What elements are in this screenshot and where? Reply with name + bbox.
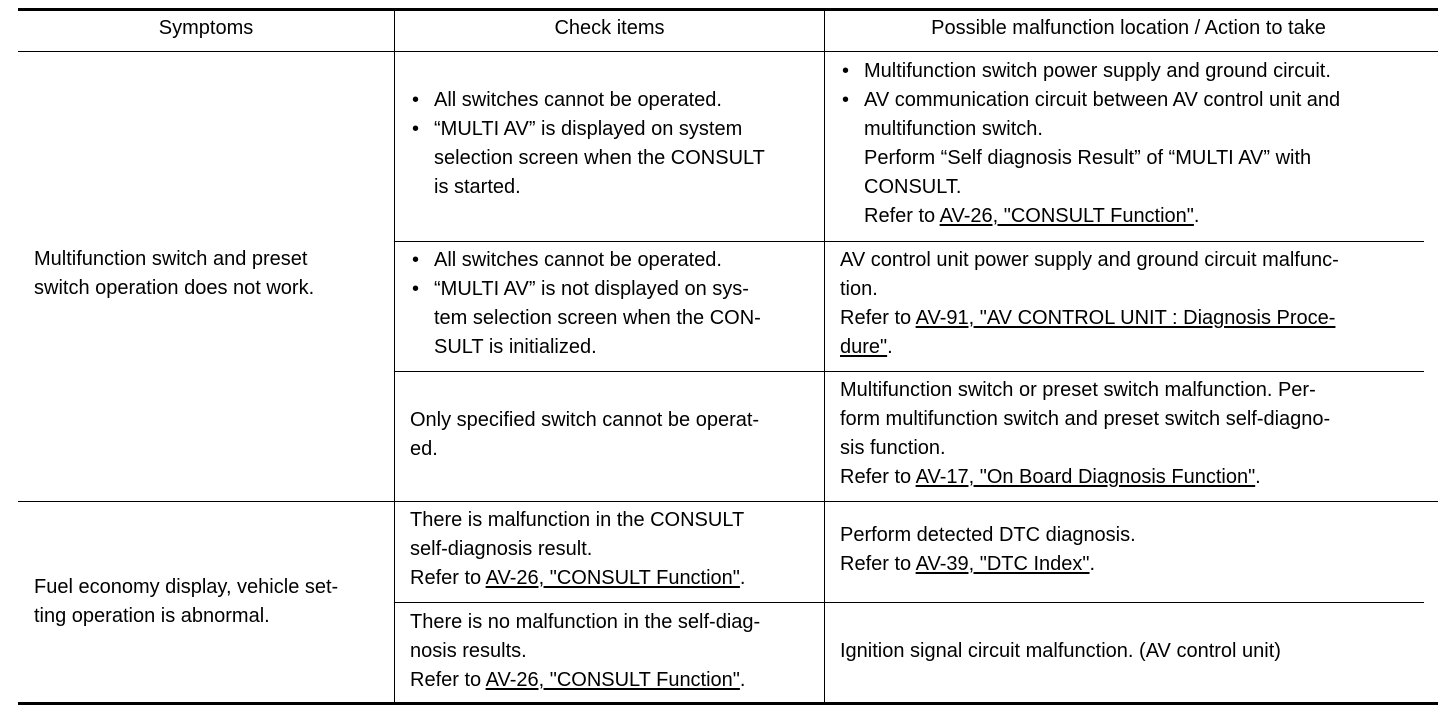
- reference-link-av26[interactable]: AV-26, "CONSULT Function": [485, 669, 740, 691]
- check-cell-1: [410, 86, 765, 202]
- reference-line: Refer to AV-26, "CONSULT Function".: [864, 205, 1200, 227]
- action-cell-3: Multifunction switch or preset switch malfunction. Per- form multifunction switch and preset switch self-diagno- sis function. Refer to AV-17, "On Board Diagnosis Function".: [840, 376, 1330, 492]
- bullet-glyph: •: [412, 249, 420, 271]
- action-cell-2: AV control unit power supply and ground circuit malfunc- tion. Refer to AV-91, "AV CONTROL UNIT : Diagnosis Proce- dure".: [840, 246, 1339, 362]
- check-bullet-item: • All switches cannot be operated.: [410, 86, 765, 115]
- table-top-border: [18, 8, 1438, 11]
- reference-link-av26[interactable]: AV-26, "CONSULT Function": [939, 205, 1194, 227]
- header-action: Possible malfunction location / Action to take: [931, 17, 1326, 39]
- reference-line: Refer to AV-91, "AV CONTROL UNIT : Diagnosis Proce-: [840, 307, 1336, 329]
- reference-link-av91-cont[interactable]: dure": [840, 336, 888, 358]
- reference-line: Refer to AV-26, "CONSULT Function".: [410, 567, 746, 589]
- check-cell-3: Only specified switch cannot be operat- ed.: [410, 409, 760, 460]
- bullet-glyph: •: [412, 118, 420, 140]
- action-cell-1: [840, 57, 1340, 231]
- check-cell-5: There is no malfunction in the self-diag- nosis results. Refer to AV-26, "CONSULT Function".: [410, 608, 760, 695]
- table-bottom-border: [18, 702, 1438, 705]
- reference-line-continued: dure".: [840, 336, 893, 358]
- symptom-cell-1: Multifunction switch and preset switch operation does not work.: [34, 248, 315, 299]
- row-divider-1: [394, 241, 1424, 242]
- action-bullet-item: • Multifunction switch power supply and ground circuit.: [840, 57, 1340, 86]
- check-cell-4: There is malfunction in the CONSULT self-diagnosis result. Refer to AV-26, "CONSULT Function".: [410, 506, 745, 593]
- header-symptoms: Symptoms: [158, 17, 254, 39]
- reference-link-av26[interactable]: AV-26, "CONSULT Function": [485, 567, 740, 589]
- check-bullet-item: • “MULTI AV” is not displayed on sys- tem selection screen when the CON- SULT is initialized.: [410, 275, 761, 362]
- check-bullet-item: • “MULTI AV” is displayed on system selection screen when the CONSULT is started.: [410, 115, 765, 202]
- symptom-cell-2: Fuel economy display, vehicle set- ting operation is abnormal.: [34, 576, 339, 627]
- header-check-items: Check items: [554, 17, 665, 39]
- reference-link-av91[interactable]: AV-91, "AV CONTROL UNIT : Diagnosis Proce-: [915, 307, 1336, 329]
- action-cell-5: Ignition signal circuit malfunction. (AV control unit): [840, 640, 1281, 662]
- row-divider-3: [394, 602, 1424, 603]
- check-cell-2: [410, 246, 761, 362]
- column-divider-1: [394, 8, 395, 705]
- header-bottom-border: [18, 51, 1438, 52]
- bullet-glyph: •: [412, 278, 420, 300]
- reference-link-av39[interactable]: AV-39, "DTC Index": [915, 553, 1090, 575]
- action-bullet-item: • AV communication circuit between AV control unit and multifunction switch. Perform “Self diagnosis Result” of “MULTI AV” with CONSULT. Refer to AV-26, "CONSULT Function".: [840, 86, 1340, 231]
- check-bullet-item: • All switches cannot be operated.: [410, 246, 761, 275]
- action-cell-4: Perform detected DTC diagnosis. Refer to AV-39, "DTC Index".: [840, 521, 1136, 579]
- reference-line: Refer to AV-26, "CONSULT Function".: [410, 669, 746, 691]
- reference-line: Refer to AV-39, "DTC Index".: [840, 553, 1096, 575]
- group-divider: [18, 501, 1438, 502]
- bullet-glyph: •: [842, 89, 850, 111]
- column-divider-2: [824, 8, 825, 705]
- reference-line: Refer to AV-17, "On Board Diagnosis Function".: [840, 466, 1261, 488]
- bullet-glyph: •: [842, 60, 850, 82]
- bullet-glyph: •: [412, 89, 420, 111]
- reference-link-av17[interactable]: AV-17, "On Board Diagnosis Function": [915, 466, 1256, 488]
- row-divider-2: [394, 371, 1424, 372]
